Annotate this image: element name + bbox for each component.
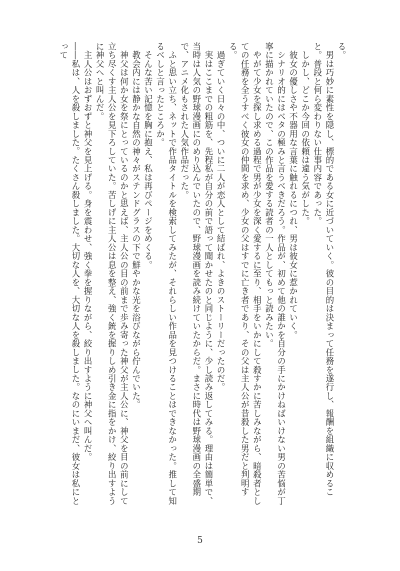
paragraph: シナリオ的にはベタの極みと言うべきだろう。作品が、初めて他の誰かを自分の手にかけねばいけない男の苦悩が丁寧に描かれていたので、この作品を愛する読者の一人としてもっと読みたい。 <box>264 42 287 506</box>
paragraph: 教会内には静かな自然の神々がステンドグラスの下で鮮やかな光を浴びながら佇んでいた。 <box>131 42 142 410</box>
paragraph: ――私は、人を殺しました。たくさん殺しました。大切な人を、大切な人を殺しました。なのにいまだ、彼女は私にとって <box>58 42 81 506</box>
vertical-body-text <box>48 42 348 512</box>
paragraph: やがて少女を探し求める過程で男が少女を深く愛するに至り、相手をいかにして殺すかに苦しみながら、暗殺者としての任務を全うすべく彼女の仲間を求め、少女の父はすでに亡き者であり、その父は主人公が昔殺した男だと判明する。 <box>228 42 263 506</box>
paragraph: そんな苦い記憶を胸に抱え、私は再びページをめくる。 <box>143 42 154 270</box>
paragraph: 主人公はおずおずと神父を見上げる。身を震わせ、強く拳を握りながら、絞り出すように神父へ叫んだ。 <box>83 42 94 462</box>
paragraph: る。 <box>337 42 347 60</box>
page-number: 5 <box>197 536 203 546</box>
paragraph: ふと思い立ち、ネットで作品タイトルを検索してみたが、それらしい作品を見つけることはできなかった。推して知るべしと言ったところか。 <box>155 42 178 506</box>
paragraph: 過ぎていく日々の中、ついに二人が恋人として結ばれ、よきのストーリーだったのだ。 <box>216 42 227 392</box>
paragraph: しかし、どこか今回の依頼は違う気がした。 <box>300 42 311 226</box>
paragraph: 神父は何か女を祭にとっているのかと思えば、主人公の目の前まで歩み寄った神父が主人公に、神父を目の前にして立ち尽くす主人公を見下ろしていた。苦しげに主人公は息を整え、強く銃を握りしめ引き金に指をかけ、絞り出すように神父へと叫んだ。 <box>95 42 130 506</box>
paragraph: 彼女の優しさや不器用な言葉に触れるにつれ、男は彼女に惹かれていく。 <box>288 42 299 340</box>
paragraph: 実はここまでの粗筋を、先程私が自分の前で語って聞かせたのと同じように、少し読み返してみる。理由は簡単で、当時は人気の野球漫画にのめり込んでいたので、野球漫画を読み続けていたからだ。まさに時代は野球漫画の全盛期で、アニメ化もされた人気作品だった。 <box>179 42 214 506</box>
paragraph: 男は巧妙に素性を隠し、標的である女に近づいていく。彼の目的は決まって任務を遂行し、報酬を組織に収めること。普段と何ら変わりない仕事内容であった。 <box>312 42 335 497</box>
